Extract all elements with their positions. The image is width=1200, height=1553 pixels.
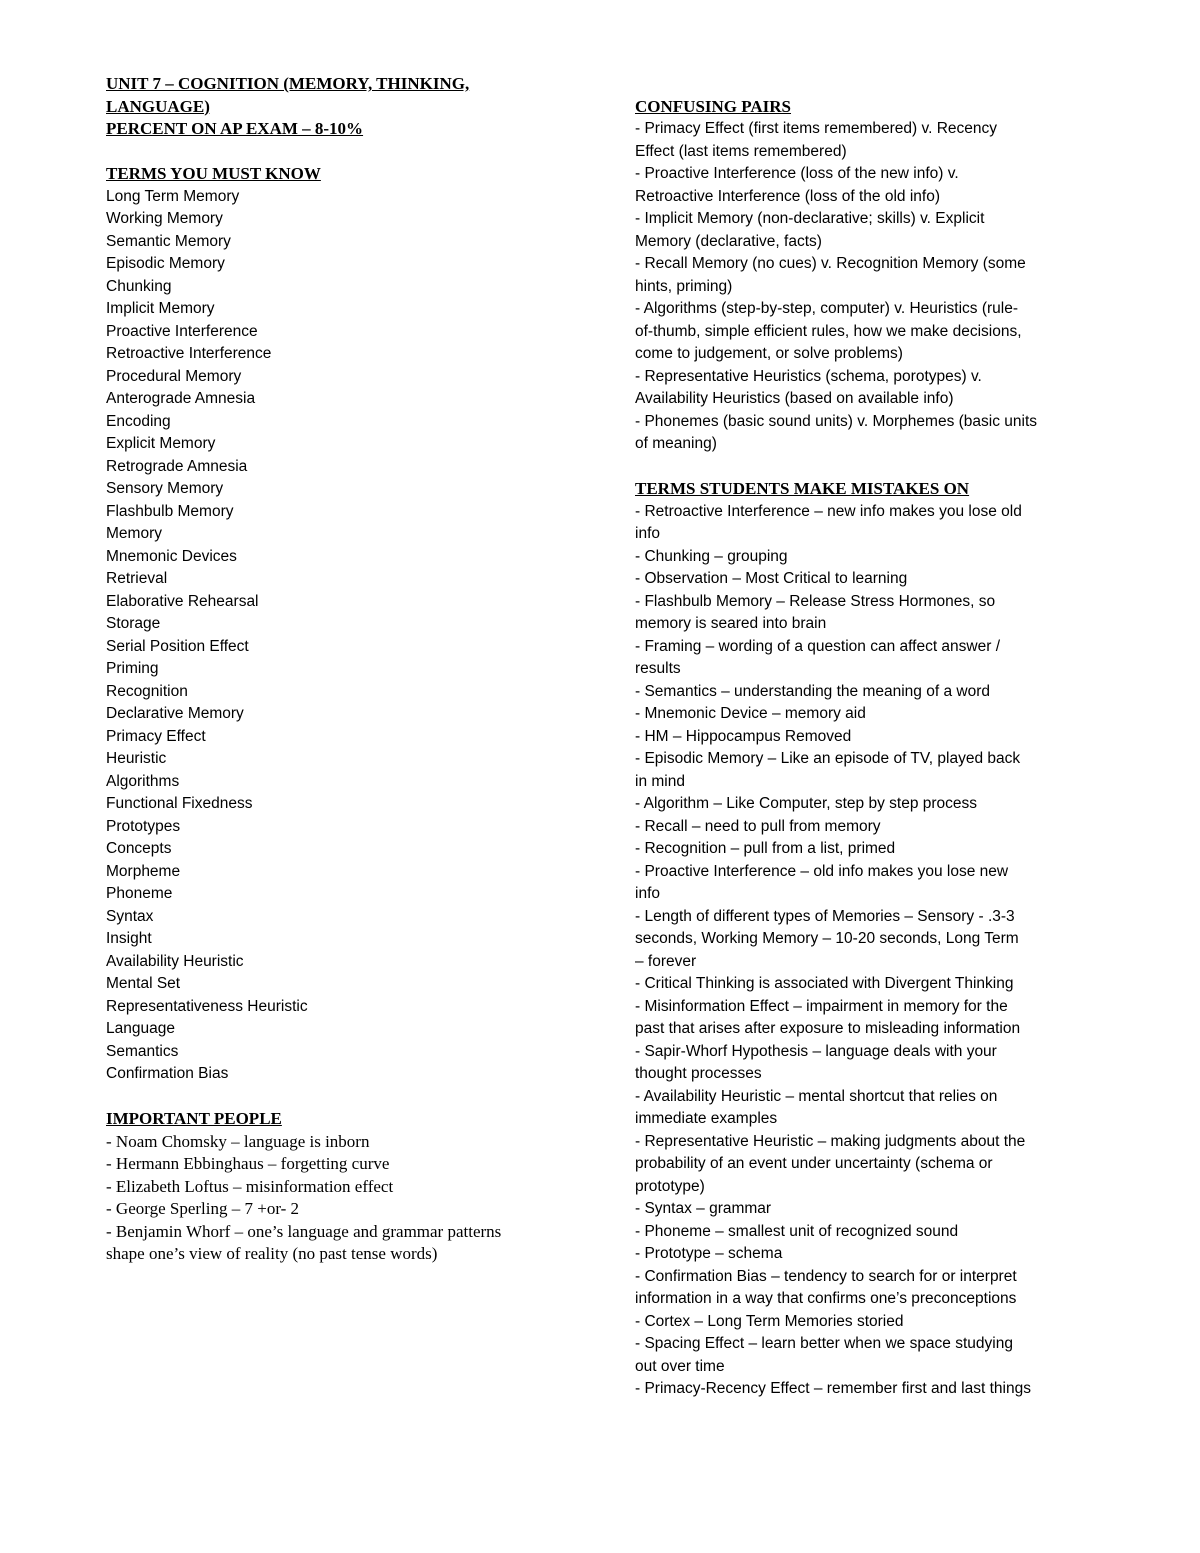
term-item: Availability Heuristic bbox=[106, 952, 244, 970]
pairs-heading: CONFUSING PAIRS bbox=[635, 96, 792, 116]
mistake-line: - Flashbulb Memory – Release Stress Hormones, so bbox=[635, 592, 996, 610]
term-item: Syntax bbox=[106, 907, 154, 925]
mistake-line: - Mnemonic Device – memory aid bbox=[635, 705, 866, 722]
term-item: Mental Set bbox=[106, 975, 181, 992]
mistake-line: info bbox=[635, 885, 660, 902]
term-item: Procedural Memory bbox=[106, 367, 242, 385]
pair-line: - Algorithms (step-by-step, computer) v. Heuristics (rule- bbox=[635, 300, 1019, 317]
pair-line: - Proactive Interference (loss of the new info) v. bbox=[635, 165, 959, 182]
mistake-line: seconds, Working Memory – 10-20 seconds, Long Term bbox=[635, 930, 1019, 947]
pair-line: Memory (declarative, facts) bbox=[635, 232, 822, 250]
term-item: Anterograde Amnesia bbox=[106, 390, 256, 407]
term-item: Proactive Interference bbox=[106, 322, 258, 340]
term-item: Working Memory bbox=[106, 210, 223, 227]
term-item: Recognition bbox=[106, 682, 188, 700]
term-item: Insight bbox=[106, 930, 152, 947]
mistake-line: out over time bbox=[635, 1357, 725, 1375]
term-item: Sensory Memory bbox=[106, 480, 224, 497]
term-item: Memory bbox=[106, 525, 162, 542]
pair-line: - Primacy Effect (first items remembered) v. Recency bbox=[635, 120, 998, 137]
mistake-line: - Sapir-Whorf Hypothesis – language deals with your bbox=[635, 1042, 997, 1060]
right-column bbox=[635, 73, 1105, 1401]
mistake-line: - Retroactive Interference – new info makes you lose old bbox=[635, 502, 1022, 520]
term-item: Chunking bbox=[106, 277, 172, 295]
term-item: Elaborative Rehearsal bbox=[106, 592, 259, 610]
mistake-line: - Availability Heuristic – mental shortcut that relies on bbox=[635, 1087, 998, 1105]
pair-line: hints, priming) bbox=[635, 277, 733, 295]
mistake-line: - Primacy-Recency Effect – remember first and last things bbox=[635, 1380, 1031, 1397]
spacer bbox=[106, 141, 576, 164]
pair-line: Retroactive Interference (loss of the old info) bbox=[635, 187, 940, 205]
term-item: Representativeness Heuristic bbox=[106, 997, 308, 1015]
mistake-line: - Misinformation Effect – impairment in memory for the bbox=[635, 997, 1008, 1015]
mistake-line: - Cortex – Long Term Memories storied bbox=[635, 1312, 904, 1330]
term-item: Phoneme bbox=[106, 885, 173, 902]
term-item: Mnemonic Devices bbox=[106, 547, 237, 565]
unit-title-line1: UNIT 7 – COGNITION (MEMORY, THINKING, bbox=[106, 74, 470, 93]
pair-line: Availability Heuristics (based on available info) bbox=[635, 390, 954, 407]
term-item: Primacy Effect bbox=[106, 727, 206, 745]
term-item: Priming bbox=[106, 660, 159, 677]
mistake-line: - Semantics – understanding the meaning of a word bbox=[635, 682, 990, 700]
term-item: Episodic Memory bbox=[106, 255, 225, 272]
mistake-line: - Proactive Interference – old info makes you lose new bbox=[635, 862, 1009, 880]
term-item: Semantic Memory bbox=[106, 232, 231, 250]
mistake-line: - Framing – wording of a question can affect answer / bbox=[635, 637, 1001, 655]
mistake-line: information in a way that confirms one’s preconceptions bbox=[635, 1290, 1017, 1307]
term-item: Flashbulb Memory bbox=[106, 502, 234, 520]
term-item: Heuristic bbox=[106, 750, 167, 767]
term-item: Language bbox=[106, 1020, 175, 1037]
pair-line: - Recall Memory (no cues) v. Recognition Memory (some bbox=[635, 255, 1026, 272]
people-line: - Elizabeth Loftus – misinformation effect bbox=[106, 1176, 394, 1196]
exam-percent: PERCENT ON AP EXAM – 8-10% bbox=[106, 119, 364, 138]
mistake-line: - Representative Heuristic – making judgments about the bbox=[635, 1132, 1026, 1150]
pair-line: - Representative Heuristics (schema, porotypes) v. bbox=[635, 367, 982, 385]
mistake-line: - Confirmation Bias – tendency to search for or interpret bbox=[635, 1267, 1017, 1285]
term-item: Retrieval bbox=[106, 570, 168, 587]
pair-line: - Implicit Memory (non-declarative; skills) v. Explicit bbox=[635, 210, 985, 227]
people-line: shape one’s view of reality (no past tense words) bbox=[106, 1244, 438, 1263]
pair-line: Effect (last items remembered) bbox=[635, 142, 847, 160]
mistake-line: prototype) bbox=[635, 1177, 705, 1195]
people-heading: IMPORTANT PEOPLE bbox=[106, 1109, 282, 1128]
people-line: - Benjamin Whorf – one’s language and grammar patterns bbox=[106, 1221, 502, 1241]
mistake-line: memory is seared into brain bbox=[635, 615, 827, 632]
term-item: Retrograde Amnesia bbox=[106, 457, 248, 475]
pair-line: of-thumb, simple efficient rules, how we make decisions, bbox=[635, 322, 1022, 340]
mistake-line: - Episodic Memory – Like an episode of TV, played back bbox=[635, 750, 1021, 767]
mistake-line: - Chunking – grouping bbox=[635, 547, 788, 565]
term-item: Explicit Memory bbox=[106, 435, 216, 452]
term-item: Serial Position Effect bbox=[106, 637, 249, 655]
mistake-line: - Recall – need to pull from memory bbox=[635, 817, 881, 835]
people-line: - George Sperling – 7 +or- 2 bbox=[106, 1199, 300, 1218]
pair-line: - Phonemes (basic sound units) v. Morphemes (basic units bbox=[635, 412, 1038, 430]
term-item: Morpheme bbox=[106, 862, 181, 880]
term-item: Long Term Memory bbox=[106, 187, 240, 205]
people-list bbox=[106, 1131, 576, 1266]
terms-heading: TERMS YOU MUST KNOW bbox=[106, 164, 321, 183]
mistake-line: past that arises after exposure to misleading information bbox=[635, 1020, 1021, 1037]
pairs-list bbox=[635, 118, 1105, 456]
spacer bbox=[106, 1086, 576, 1109]
term-item: Encoding bbox=[106, 412, 171, 430]
mistake-line: - Phoneme – smallest unit of recognized sound bbox=[635, 1222, 959, 1240]
mistake-line: - Spacing Effect – learn better when we space studying bbox=[635, 1335, 1013, 1352]
spacer bbox=[635, 73, 1105, 96]
people-line: - Noam Chomsky – language is inborn bbox=[106, 1131, 370, 1151]
mistake-line: in mind bbox=[635, 772, 685, 790]
left-column bbox=[106, 73, 576, 1266]
mistake-line: - Recognition – pull from a list, primed bbox=[635, 840, 896, 857]
term-item: Implicit Memory bbox=[106, 300, 215, 317]
pair-line: come to judgement, or solve problems) bbox=[635, 345, 903, 362]
terms-list bbox=[106, 186, 576, 1086]
mistake-line: - Algorithm – Like Computer, step by step process bbox=[635, 795, 978, 812]
people-line: - Hermann Ebbinghaus – forgetting curve bbox=[106, 1154, 390, 1173]
mistake-line: - HM – Hippocampus Removed bbox=[635, 727, 852, 745]
mistake-line: thought processes bbox=[635, 1065, 762, 1082]
term-item: Retroactive Interference bbox=[106, 345, 272, 362]
mistake-line: - Length of different types of Memories – Sensory - .3-3 bbox=[635, 907, 1015, 925]
spacer bbox=[635, 456, 1105, 479]
pair-line: of meaning) bbox=[635, 435, 717, 452]
mistake-line: - Observation – Most Critical to learning bbox=[635, 570, 908, 587]
mistake-line: info bbox=[635, 525, 660, 542]
term-item: Concepts bbox=[106, 840, 172, 857]
term-item: Algorithms bbox=[106, 772, 180, 790]
mistake-line: - Prototype – schema bbox=[635, 1245, 783, 1262]
term-item: Prototypes bbox=[106, 817, 181, 835]
mistake-line: results bbox=[635, 660, 681, 677]
mistakes-heading: TERMS STUDENTS MAKE MISTAKES ON bbox=[635, 479, 970, 498]
unit-title-line2: LANGUAGE) bbox=[106, 96, 210, 116]
term-item: Confirmation Bias bbox=[106, 1065, 229, 1082]
mistake-line: - Critical Thinking is associated with Divergent Thinking bbox=[635, 975, 1014, 992]
mistakes-list bbox=[635, 501, 1105, 1401]
mistake-line: – forever bbox=[635, 952, 697, 970]
term-item: Semantics bbox=[106, 1042, 179, 1060]
term-item: Declarative Memory bbox=[106, 705, 244, 722]
mistake-line: - Syntax – grammar bbox=[635, 1200, 772, 1217]
mistake-line: probability of an event under uncertainty (schema or bbox=[635, 1155, 993, 1172]
term-item: Storage bbox=[106, 615, 161, 632]
term-item: Functional Fixedness bbox=[106, 795, 253, 812]
mistake-line: immediate examples bbox=[635, 1110, 778, 1127]
